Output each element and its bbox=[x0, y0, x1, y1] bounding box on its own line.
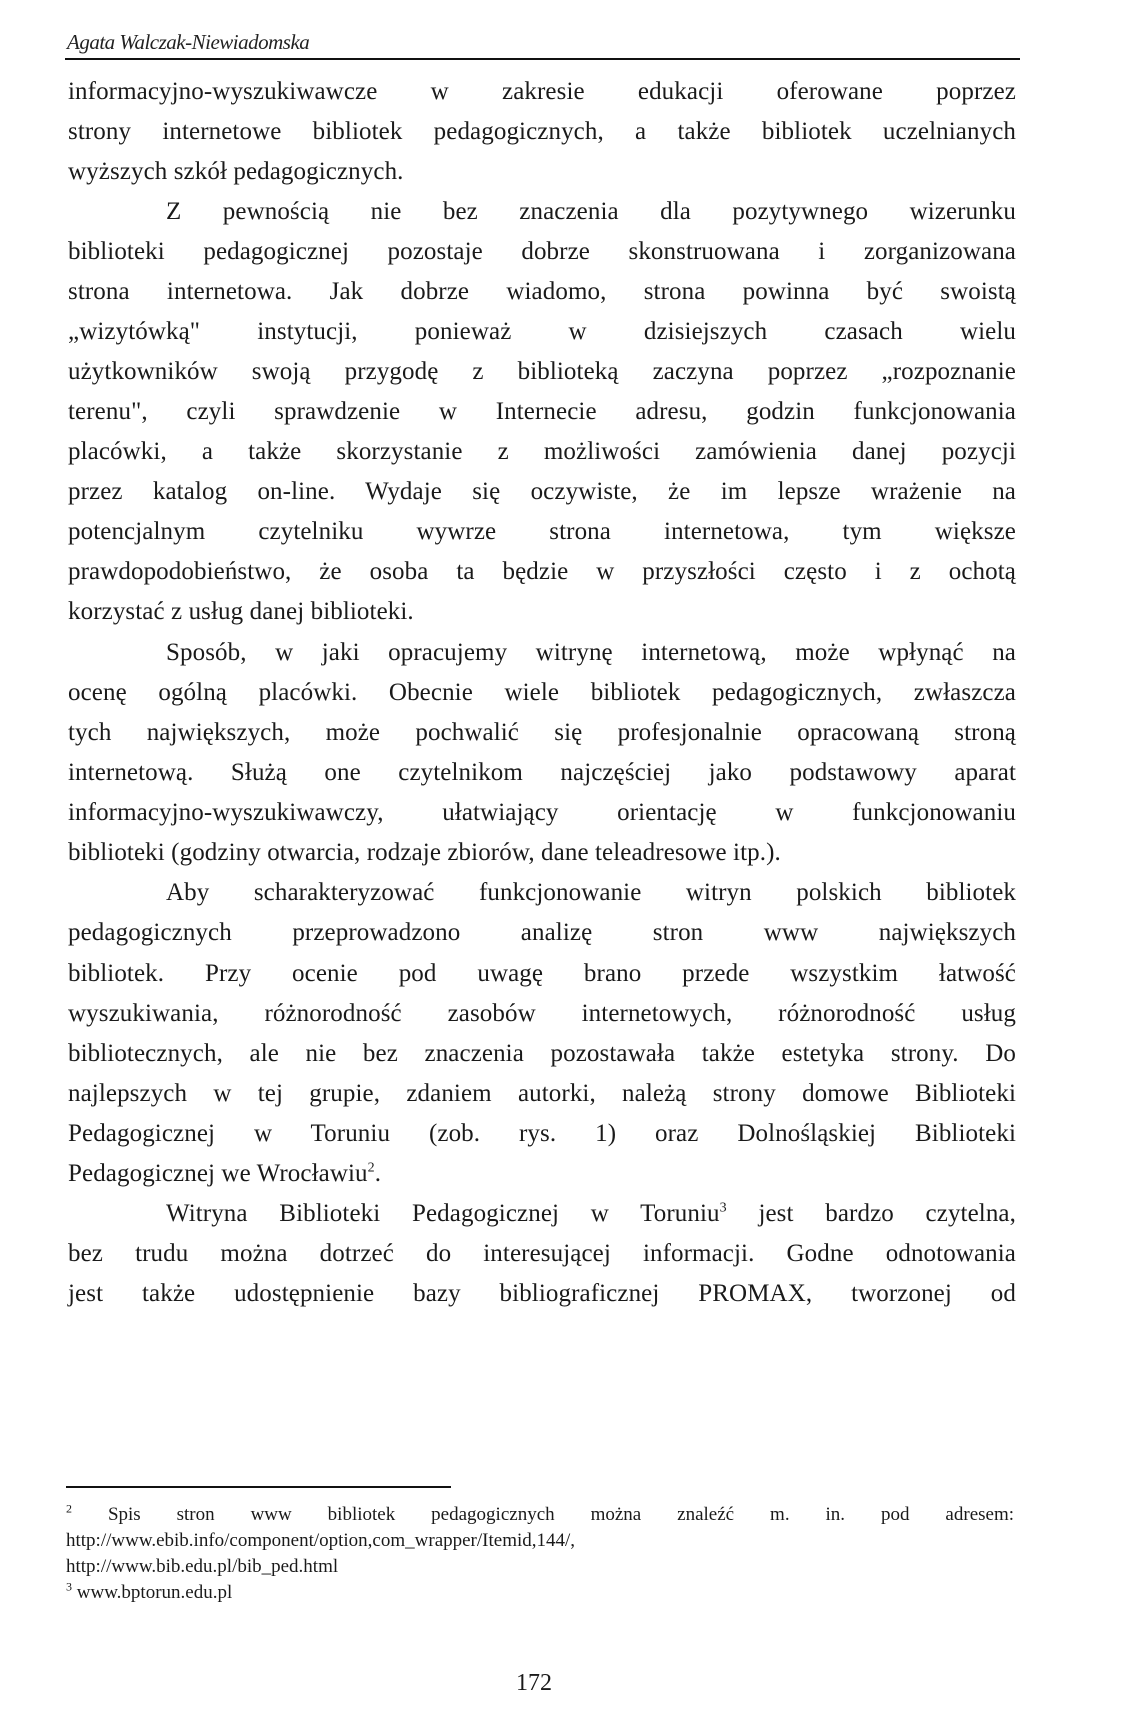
page-number: 172 bbox=[516, 1670, 552, 1696]
text-line: wyszukiwania, różnorodność zasobów internetowych, różnorodność usług bbox=[68, 1000, 1016, 1027]
paragraph-start-line: Aby scharakteryzować funkcjonowanie witryn polskich bibliotek bbox=[166, 879, 1016, 906]
text-line: placówki, a także skorzystanie z możliwości zamówienia danej pozycji bbox=[68, 438, 1016, 465]
text-line: bibliotecznych, ale nie bez znaczenia pozostawała także estetyka strony. Do bbox=[68, 1040, 1016, 1067]
text-line: korzystać z usług danej biblioteki. bbox=[68, 598, 414, 625]
text-line: biblioteki (godziny otwarcia, rodzaje zbiorów, dane teleadresowe itp.). bbox=[68, 839, 781, 866]
text-line: pedagogicznych przeprowadzono analizę stron www największych bbox=[68, 919, 1016, 946]
text-line: internetową. Służą one czytelnikom najczęściej jako podstawowy aparat bbox=[68, 759, 1016, 786]
footnote-3 bbox=[66, 1580, 1014, 1606]
text-line: ocenę ogólną placówki. Obecnie wiele bibliotek pedagogicznych, zwłaszcza bbox=[68, 679, 1016, 706]
footnote-marker: 2 bbox=[66, 1501, 72, 1516]
header-rule bbox=[65, 58, 1020, 60]
line-text-end: . bbox=[374, 1160, 382, 1187]
text-line bbox=[68, 1156, 1016, 1192]
paragraph-start-line bbox=[68, 1196, 1016, 1232]
footnote-link[interactable]: http://www.ebib.info/component/option,com_wrapper/Itemid,144/, bbox=[66, 1530, 576, 1551]
text-line: biblioteki pedagogicznej pozostaje dobrze skonstruowana i zorganizowana bbox=[68, 238, 1016, 265]
footnote-ref-2[interactable]: 2 bbox=[367, 1160, 375, 1176]
footnote-separator bbox=[66, 1486, 451, 1488]
text-line: strona internetowa. Jak dobrze wiadomo, strona powinna być swoistą bbox=[68, 278, 1016, 305]
text-line: „wizytówką" instytucji, ponieważ w dzisiejszych czasach wielu bbox=[68, 318, 1016, 345]
text-line: prawdopodobieństwo, że osoba ta będzie w przyszłości często i z ochotą bbox=[68, 558, 1016, 585]
text-line: potencjalnym czytelniku wywrze strona internetowa, tym większe bbox=[68, 518, 1016, 545]
text-line: strony internetowe bibliotek pedagogicznych, a także bibliotek uczelnianych bbox=[68, 118, 1016, 145]
footnote-ref-3[interactable]: 3 bbox=[719, 1200, 727, 1216]
text-line: jest także udostępnienie bazy bibliograficznej PROMAX, tworzonej od bbox=[68, 1280, 1016, 1307]
text-line: wyższych szkół pedagogicznych. bbox=[68, 158, 404, 185]
footnote-2 bbox=[66, 1502, 1014, 1528]
text-line: bibliotek. Przy ocenie pod uwagę brano przede wszystkim łatwość bbox=[68, 960, 1016, 987]
text-line: informacyjno-wyszukiwawczy, ułatwiający orientację w funkcjonowaniu bbox=[68, 799, 1016, 826]
running-head-author: Agata Walczak-Niewiadomska bbox=[67, 30, 310, 54]
footnote-link[interactable]: http://www.bib.edu.pl/bib_ped.html bbox=[66, 1556, 339, 1577]
line-text: Witryna Biblioteki Pedagogicznej w Toruniu bbox=[166, 1200, 720, 1227]
text-line: terenu", czyli sprawdzenie w Internecie adresu, godzin funkcjonowania bbox=[68, 398, 1016, 425]
footnote-marker: 3 bbox=[66, 1579, 72, 1594]
text-line: bez trudu można dotrzeć do interesującej informacji. Godne odnotowania bbox=[68, 1240, 1016, 1267]
footnote-text: Spis stron www bibliotek pedagogicznych można znaleźć m. in. pod adresem: bbox=[107, 1504, 1015, 1525]
text-line: przez katalog on-line. Wydaje się oczywiste, że im lepsze wrażenie na bbox=[68, 478, 1016, 505]
paragraph-start-line: Sposób, w jaki opracujemy witrynę internetową, może wpłynąć na bbox=[166, 639, 1016, 666]
text-line: najlepszych w tej grupie, zdaniem autorki, należą strony domowe Biblioteki bbox=[68, 1080, 1016, 1107]
text-line: Pedagogicznej w Toruniu (zob. rys. 1) oraz Dolnośląskiej Biblioteki bbox=[68, 1120, 1016, 1147]
text-line: tych największych, może pochwalić się profesjonalnie opracowaną stroną bbox=[68, 719, 1016, 746]
line-text-end: jest bardzo czytelna, bbox=[726, 1200, 1016, 1227]
text-line: użytkowników swoją przygodę z biblioteką zaczyna poprzez „rozpoznanie bbox=[68, 358, 1016, 385]
text-line: informacyjno-wyszukiwawcze w zakresie edukacji oferowane poprzez bbox=[68, 78, 1016, 105]
paragraph-start-line: Z pewnością nie bez znaczenia dla pozytywnego wizerunku bbox=[166, 198, 1016, 225]
footnote-link[interactable]: www.bptorun.edu.pl bbox=[76, 1582, 233, 1603]
line-text: Pedagogicznej we Wrocławiu bbox=[68, 1160, 368, 1187]
